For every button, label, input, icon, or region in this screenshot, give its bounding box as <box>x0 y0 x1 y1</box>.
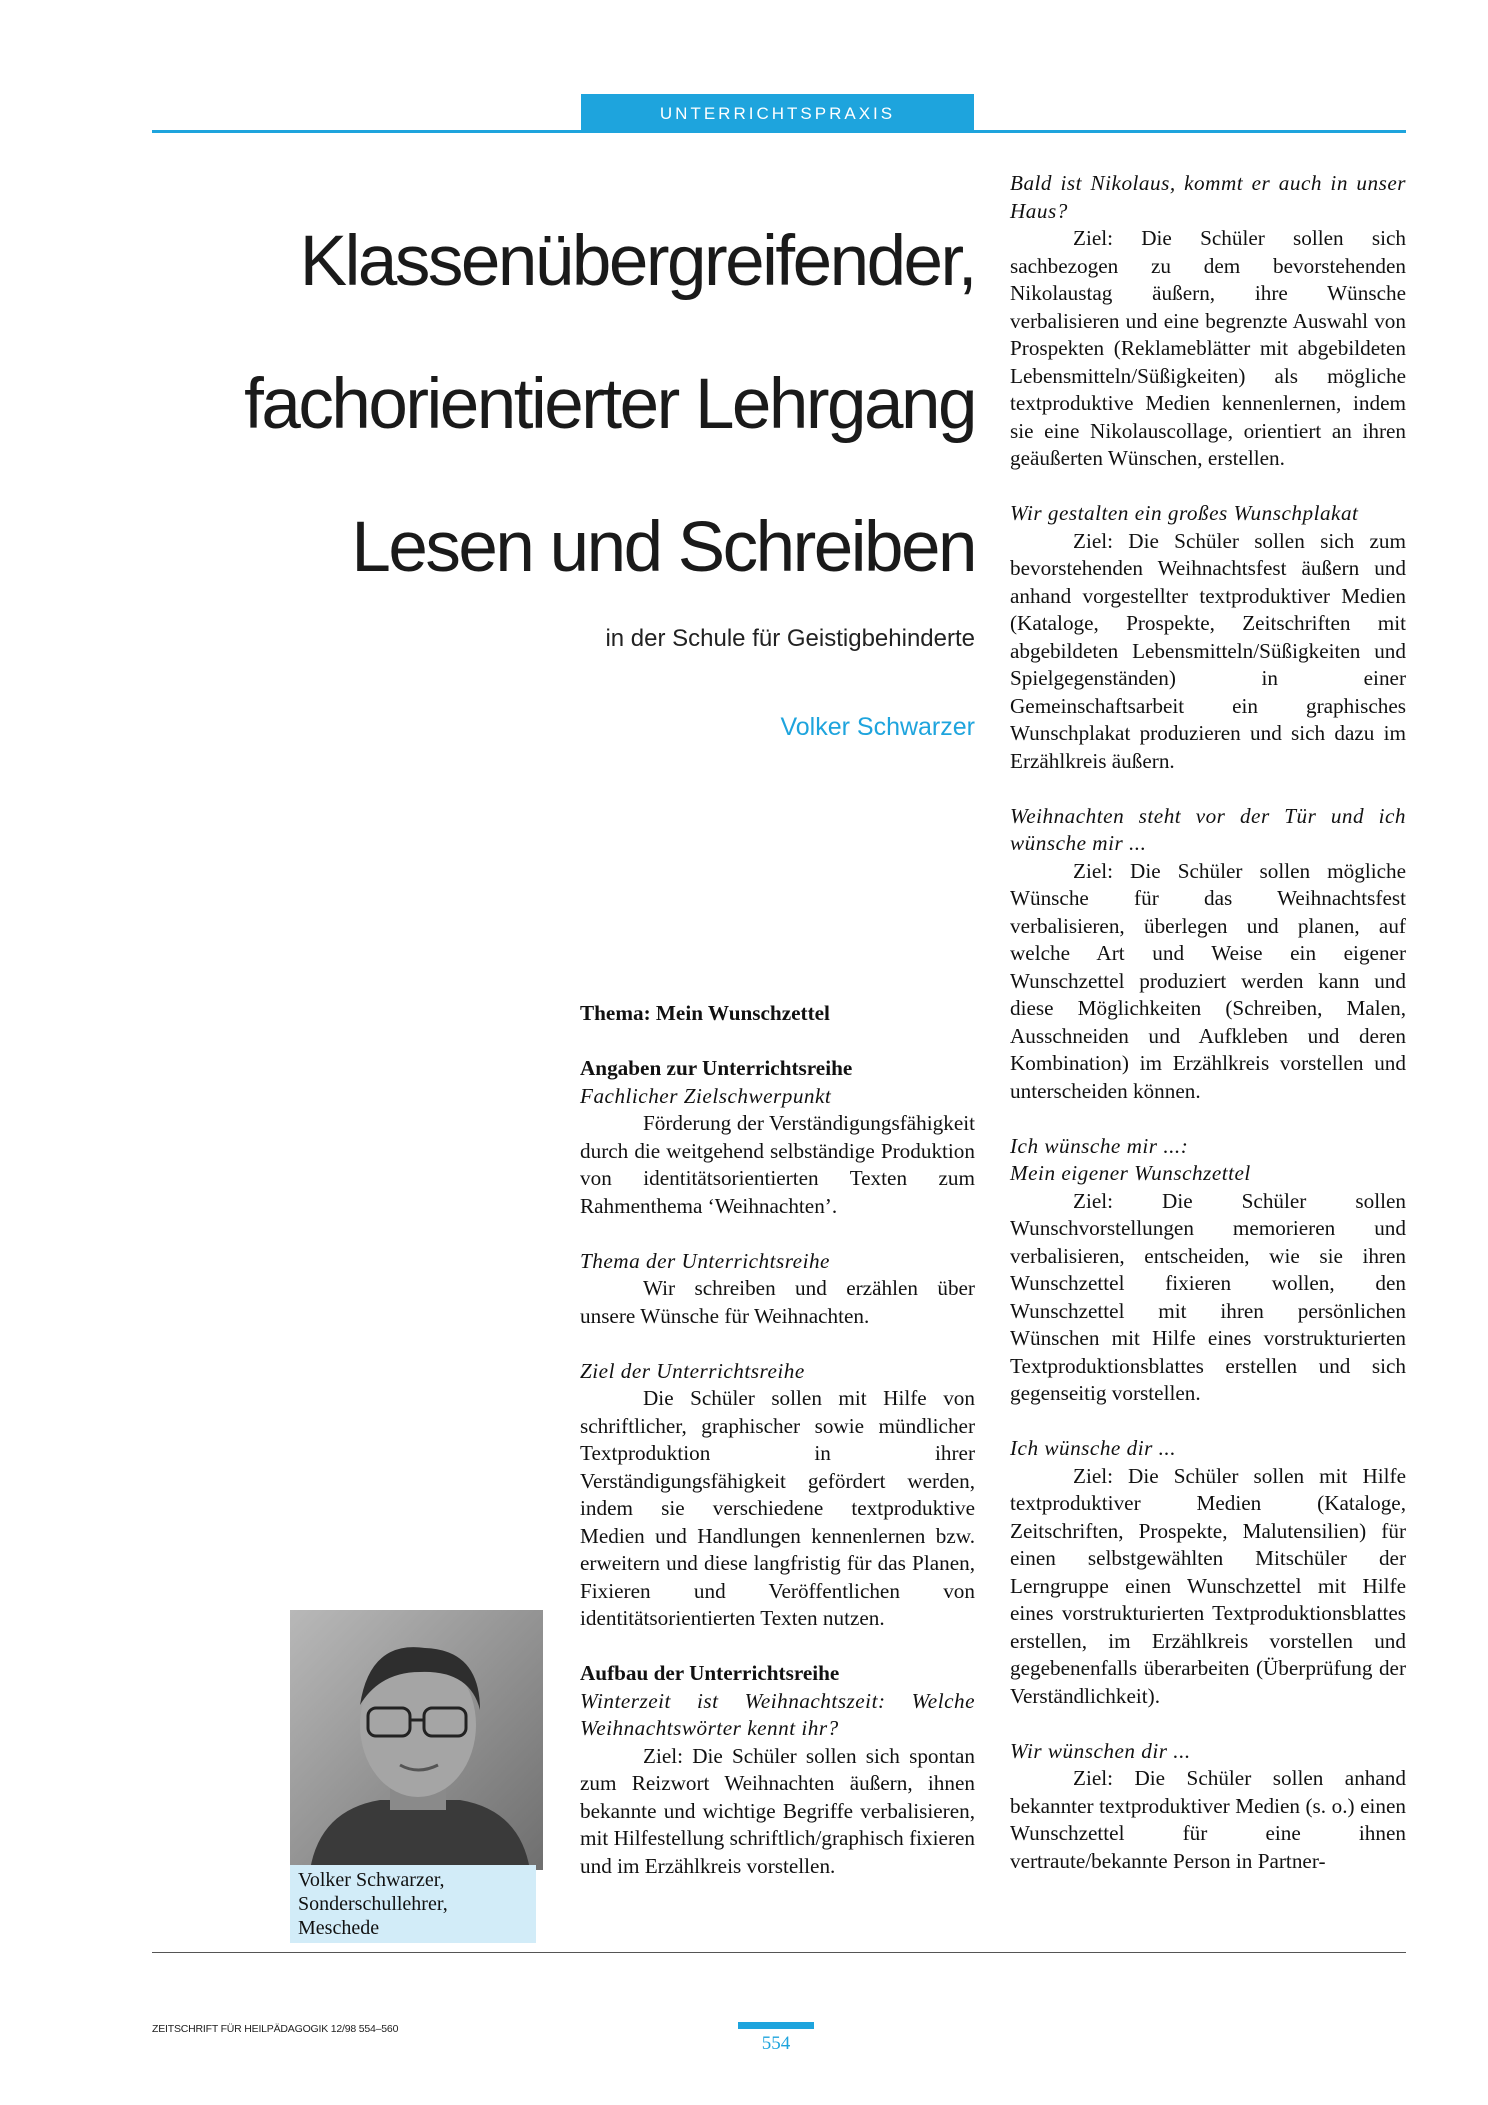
paragraph: Ziel: Die Schüler sollen Wunschvorstellungen memorieren und verbalisieren, entscheiden, wie sie ihren Wunschzettel fixieren wollen, den Wunschzettel mit ihren persönlichen Wünschen mit Hilfe eines vorstrukturierten Textproduktionsblattes erstellen und sich gegenseitig vorstellen. <box>1010 1188 1406 1405</box>
page-number-bar <box>738 2022 814 2029</box>
middle-column <box>580 1000 975 1880</box>
paragraph: Ziel: Die Schüler sollen mit Hilfe textproduktiver Medien (Kataloge, Zeitschriften, Prospekte, Malutensilien) für einen selbstgewählten Mitschüler der Lerngruppe einen Wunschzettel mit Hilfe eines vorstrukturierten Textproduktionsblattes erstellen, im Erzählkreis vorstellen und gegebenenfalls überarbeiten (Überprüfung der Verständlichkeit). <box>1010 1463 1406 1708</box>
paragraph: Die Schüler sollen mit Hilfe von schriftlicher, graphischer sowie mündlicher Textproduktion in ihrer Verständigungsfähigkeit gefördert werden, indem sie verschiedene textproduktive Medien und Handlungen kennenlernen bzw. erweitern und diese langfristig für das Planen, Fixieren und Veröffentlichen von identitätsorientierten Texten nutzen. <box>580 1386 975 1630</box>
paragraph: Ziel: Die Schüler sollen sich zum bevorstehenden Weihnachtsfest äußern und anhand vorgestellter textproduktiver Medien (Kataloge, Prospekte, Zeitschriften mit abgebildeten Lebensmitteln/Süßigkeiten und Spielgegenständen) in einer Gemeinschaftsarbeit ein graphisches Wunschplakat produzieren und sich dazu im Erzählkreis äußern. <box>1010 528 1406 773</box>
title-line-1: Klassenübergreifender, <box>299 222 975 301</box>
author-name: Volker Schwarzer <box>780 713 975 741</box>
article-subtitle: in der Schule für Geistigbehinderte <box>605 625 975 652</box>
paragraph: Ziel: Die Schüler sollen sich sachbezogen zu dem bevorstehenden Nikolaustag äußern, ihre Wünsche verbalisieren und eine begrenzte Auswahl von Prospekten (Reklameblätter mit abgebildeten Lebensmitteln/Süßigkeiten) als mögliche textproduktive Medien kennenlernen, indem sie eine Nikolauscollage, orientiert an ihren geäußerten Wünschen, erstellen. <box>1010 226 1406 470</box>
subheading: Thema der Unterrichtsreihe <box>580 1248 830 1273</box>
title-line-2: fachorientierter Lehrgang <box>244 365 975 444</box>
right-column <box>1010 170 1406 1875</box>
subheading: Wir wünschen dir ... <box>1010 1738 1191 1763</box>
article-title <box>120 190 975 619</box>
caption-line: Sonderschullehrer, <box>298 1893 448 1915</box>
page-number: 554 <box>761 2033 791 2054</box>
subheading: Bald ist Nikolaus, kommt er auch in unser Haus? <box>1010 171 1406 223</box>
subheading: Wir gestalten ein großes Wunschplakat <box>1010 501 1359 525</box>
subheading: Mein eigener Wunschzettel <box>1010 1161 1251 1185</box>
subheading: Winterzeit ist Weihnachtszeit: Welche Weihnachtswörter kennt ihr? <box>580 1688 975 1740</box>
subheading: Ich wünsche mir ...: <box>1010 1133 1189 1158</box>
footer-rule <box>152 1952 1406 1953</box>
subheading: Fachlicher Zielschwerpunkt <box>580 1083 832 1108</box>
header-rule <box>152 130 1406 133</box>
title-line-3: Lesen und Schreiben <box>351 508 975 587</box>
caption-line: Meschede <box>298 1917 380 1939</box>
section-heading: Aufbau der Unterrichtsreihe <box>580 1661 840 1685</box>
subheading: Ziel der Unterrichtsreihe <box>580 1358 805 1383</box>
paragraph: Förderung der Verständigungsfähigkeit durch die weitgehend selbständige Produktion von identitätsorientierten Texten zum Rahmenthema ‘Weihnachten’. <box>580 1111 975 1218</box>
photo-caption <box>290 1865 536 1943</box>
subheading: Weihnachten steht vor der Tür und ich wünsche mir ... <box>1010 803 1406 855</box>
theme-heading: Thema: Mein Wunschzettel <box>580 1001 830 1025</box>
paragraph: Ziel: Die Schüler sollen anhand bekannter textproduktiver Medien (s. o.) einen Wunschzettel für eine ihnen vertraute/bekannte Person in Partner- <box>1010 1766 1406 1873</box>
caption-line: Volker Schwarzer, <box>298 1869 445 1891</box>
paragraph: Ziel: Die Schüler sollen sich spontan zum Reizwort Weihnachten äußern, ihnen bekannte und wichtige Begriffe verbalisieren, mit Hilfestellung schriftlich/graphisch fixieren und im Erzählkreis vorstellen. <box>580 1743 975 1878</box>
journal-citation: ZEITSCHRIFT FÜR HEILPÄDAGOGIK 12/98 554–560 <box>152 2023 399 2035</box>
paragraph: Ziel: Die Schüler sollen mögliche Wünsche für das Weihnachtsfest verbalisieren, überlegen und planen, auf welche Art und Weise ein eigener Wunschzettel produziert werden kann und diese Möglichkeiten (Schreiben, Malen, Ausschneiden und Aufkleben und deren Kombination) im Erzählkreis vorstellen und unterscheiden können. <box>1010 858 1406 1103</box>
paragraph: Wir schreiben und erzählen über unsere Wünsche für Weihnachten. <box>580 1276 975 1328</box>
subheading: Ich wünsche dir ... <box>1010 1436 1177 1460</box>
author-photo <box>290 1610 543 1870</box>
section-header-tab <box>581 94 974 130</box>
section-heading: Angaben zur Unterrichtsreihe <box>580 1056 853 1080</box>
portrait-image <box>290 1610 543 1870</box>
section-label: UNTERRICHTSPRAXIS <box>659 104 896 123</box>
